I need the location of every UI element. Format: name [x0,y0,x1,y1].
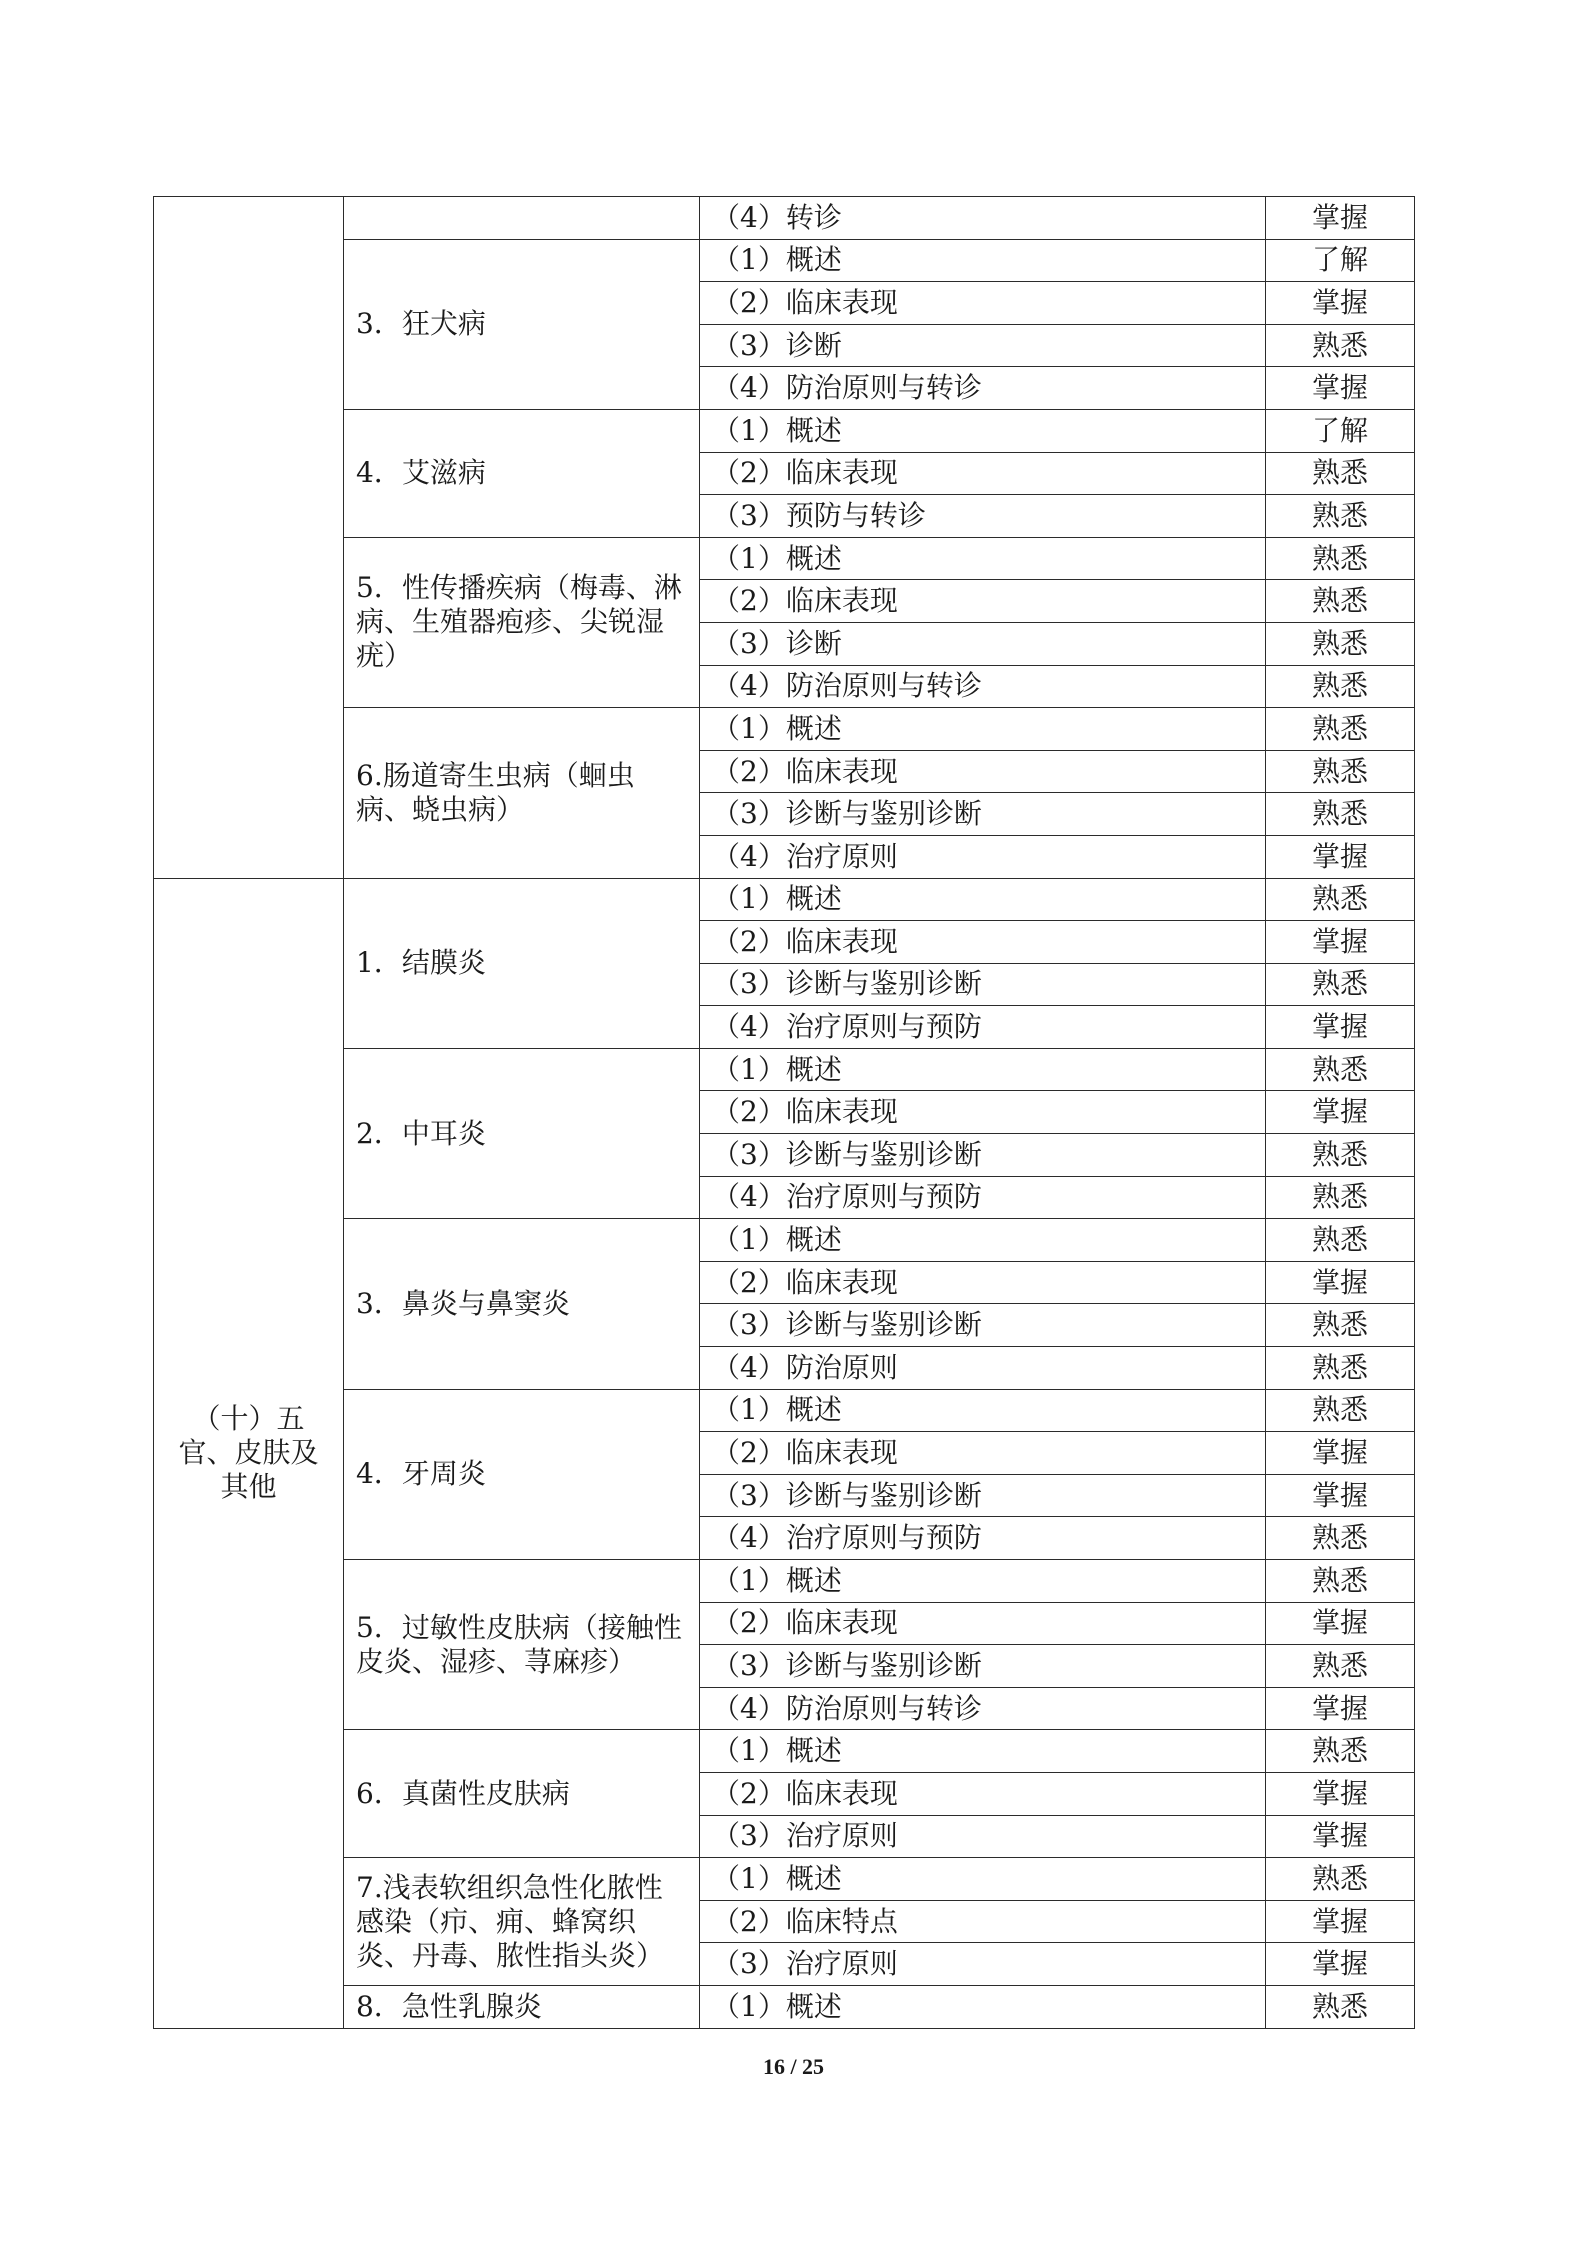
level-cell: 掌握 [1266,835,1415,878]
content-cell: （1）概述 [700,1730,1266,1773]
content-cell: （2）临床表现 [700,282,1266,325]
level-cell: 了解 [1266,239,1415,282]
topic-cell: 6．真菌性皮肤病 [344,1730,700,1858]
unit-cell: （十）五官、皮肤及其他 [154,878,344,2028]
level-cell: 熟悉 [1266,452,1415,495]
table-row [154,1985,1415,2028]
table-row [154,1048,1415,1091]
level-cell: 熟悉 [1266,1347,1415,1390]
content-cell: （1）概述 [700,409,1266,452]
level-cell: 熟悉 [1266,793,1415,836]
level-cell: 熟悉 [1266,1985,1415,2028]
level-cell: 熟悉 [1266,1858,1415,1901]
syllabus-table-body [154,197,1415,2029]
content-cell: （2）临床表现 [700,921,1266,964]
topic-cell: 6.肠道寄生虫病（蛔虫病、蛲虫病） [344,708,700,878]
level-cell: 熟悉 [1266,1304,1415,1347]
content-cell: （1）概述 [700,537,1266,580]
topic-cell: 3．鼻炎与鼻窦炎 [344,1219,700,1389]
level-cell: 掌握 [1266,921,1415,964]
content-cell: （1）概述 [700,239,1266,282]
content-cell: （3）诊断与鉴别诊断 [700,1474,1266,1517]
topic-cell: 5．性传播疾病（梅毒、淋病、生殖器疱疹、尖锐湿疣） [344,537,700,707]
table-row [154,197,1415,240]
content-cell: （4）防治原则与转诊 [700,1687,1266,1730]
level-cell: 熟悉 [1266,963,1415,1006]
level-cell: 熟悉 [1266,665,1415,708]
table-row [154,708,1415,751]
level-cell: 熟悉 [1266,537,1415,580]
level-cell: 熟悉 [1266,324,1415,367]
topic-cell: 8．急性乳腺炎 [344,1985,700,2028]
content-cell: （2）临床表现 [700,1091,1266,1134]
table-row [154,1219,1415,1262]
table-row [154,1730,1415,1773]
topic-cell: 4．牙周炎 [344,1389,700,1559]
content-cell: （3）诊断与鉴别诊断 [700,1304,1266,1347]
content-cell: （3）诊断与鉴别诊断 [700,1645,1266,1688]
content-cell: （4）防治原则与转诊 [700,665,1266,708]
content-cell: （4）防治原则 [700,1347,1266,1390]
content-cell: （1）概述 [700,1048,1266,1091]
content-cell: （4）转诊 [700,197,1266,240]
content-cell: （2）临床表现 [700,452,1266,495]
content-cell: （1）概述 [700,1219,1266,1262]
table-row [154,1389,1415,1432]
topic-cell: 2．中耳炎 [344,1048,700,1218]
content-cell: （2）临床表现 [700,1772,1266,1815]
content-cell: （3）诊断与鉴别诊断 [700,1134,1266,1177]
content-cell: （2）临床表现 [700,750,1266,793]
content-cell: （2）临床表现 [700,580,1266,623]
level-cell: 熟悉 [1266,750,1415,793]
content-cell: （3）诊断 [700,622,1266,665]
content-cell: （4）治疗原则与预防 [700,1517,1266,1560]
topic-cell [344,197,700,240]
level-cell: 熟悉 [1266,1645,1415,1688]
table-row [154,1858,1415,1901]
table-row [154,409,1415,452]
table-row [154,537,1415,580]
level-cell: 熟悉 [1266,1517,1415,1560]
level-cell: 熟悉 [1266,580,1415,623]
content-cell: （3）治疗原则 [700,1943,1266,1986]
content-cell: （1）概述 [700,878,1266,921]
level-cell: 熟悉 [1266,1560,1415,1603]
content-cell: （2）临床表现 [700,1432,1266,1475]
level-cell: 熟悉 [1266,1389,1415,1432]
level-cell: 熟悉 [1266,1176,1415,1219]
topic-cell: 5．过敏性皮肤病（接触性皮炎、湿疹、荨麻疹） [344,1560,700,1730]
page-number: 16 / 25 [762,2054,825,2079]
content-cell: （3）诊断 [700,324,1266,367]
content-cell: （1）概述 [700,1985,1266,2028]
content-cell: （1）概述 [700,1389,1266,1432]
content-cell: （1）概述 [700,1858,1266,1901]
topic-cell: 4．艾滋病 [344,409,700,537]
content-cell: （4）防治原则与转诊 [700,367,1266,410]
level-cell: 掌握 [1266,1091,1415,1134]
level-cell: 掌握 [1266,1687,1415,1730]
level-cell: 掌握 [1266,1900,1415,1943]
syllabus-table [153,196,1415,2029]
level-cell: 掌握 [1266,367,1415,410]
level-cell: 熟悉 [1266,495,1415,538]
level-cell: 熟悉 [1266,1730,1415,1773]
level-cell: 了解 [1266,409,1415,452]
level-cell: 掌握 [1266,1815,1415,1858]
content-cell: （2）临床表现 [700,1261,1266,1304]
content-cell: （3）治疗原则 [700,1815,1266,1858]
level-cell: 熟悉 [1266,1219,1415,1262]
level-cell: 掌握 [1266,1006,1415,1049]
content-cell: （4）治疗原则与预防 [700,1176,1266,1219]
unit-cell [154,197,344,879]
content-cell: （3）诊断与鉴别诊断 [700,793,1266,836]
level-cell: 掌握 [1266,1261,1415,1304]
content-cell: （3）预防与转诊 [700,495,1266,538]
table-row [154,878,1415,921]
level-cell: 熟悉 [1266,708,1415,751]
content-cell: （4）治疗原则与预防 [700,1006,1266,1049]
level-cell: 掌握 [1266,197,1415,240]
content-cell: （1）概述 [700,1560,1266,1603]
content-cell: （1）概述 [700,708,1266,751]
table-row [154,239,1415,282]
content-cell: （3）诊断与鉴别诊断 [700,963,1266,1006]
table-row [154,1560,1415,1603]
topic-cell: 3．狂犬病 [344,239,700,409]
content-cell: （4）治疗原则 [700,835,1266,878]
level-cell: 掌握 [1266,1943,1415,1986]
level-cell: 掌握 [1266,1432,1415,1475]
level-cell: 掌握 [1266,282,1415,325]
level-cell: 掌握 [1266,1602,1415,1645]
level-cell: 熟悉 [1266,622,1415,665]
level-cell: 熟悉 [1266,1048,1415,1091]
level-cell: 掌握 [1266,1474,1415,1517]
content-cell: （2）临床特点 [700,1900,1266,1943]
level-cell: 熟悉 [1266,878,1415,921]
level-cell: 熟悉 [1266,1134,1415,1177]
topic-cell: 7.浅表软组织急性化脓性感染（疖、痈、蜂窝织炎、丹毒、脓性指头炎） [344,1858,700,1986]
topic-cell: 1．结膜炎 [344,878,700,1048]
content-cell: （2）临床表现 [700,1602,1266,1645]
level-cell: 掌握 [1266,1772,1415,1815]
